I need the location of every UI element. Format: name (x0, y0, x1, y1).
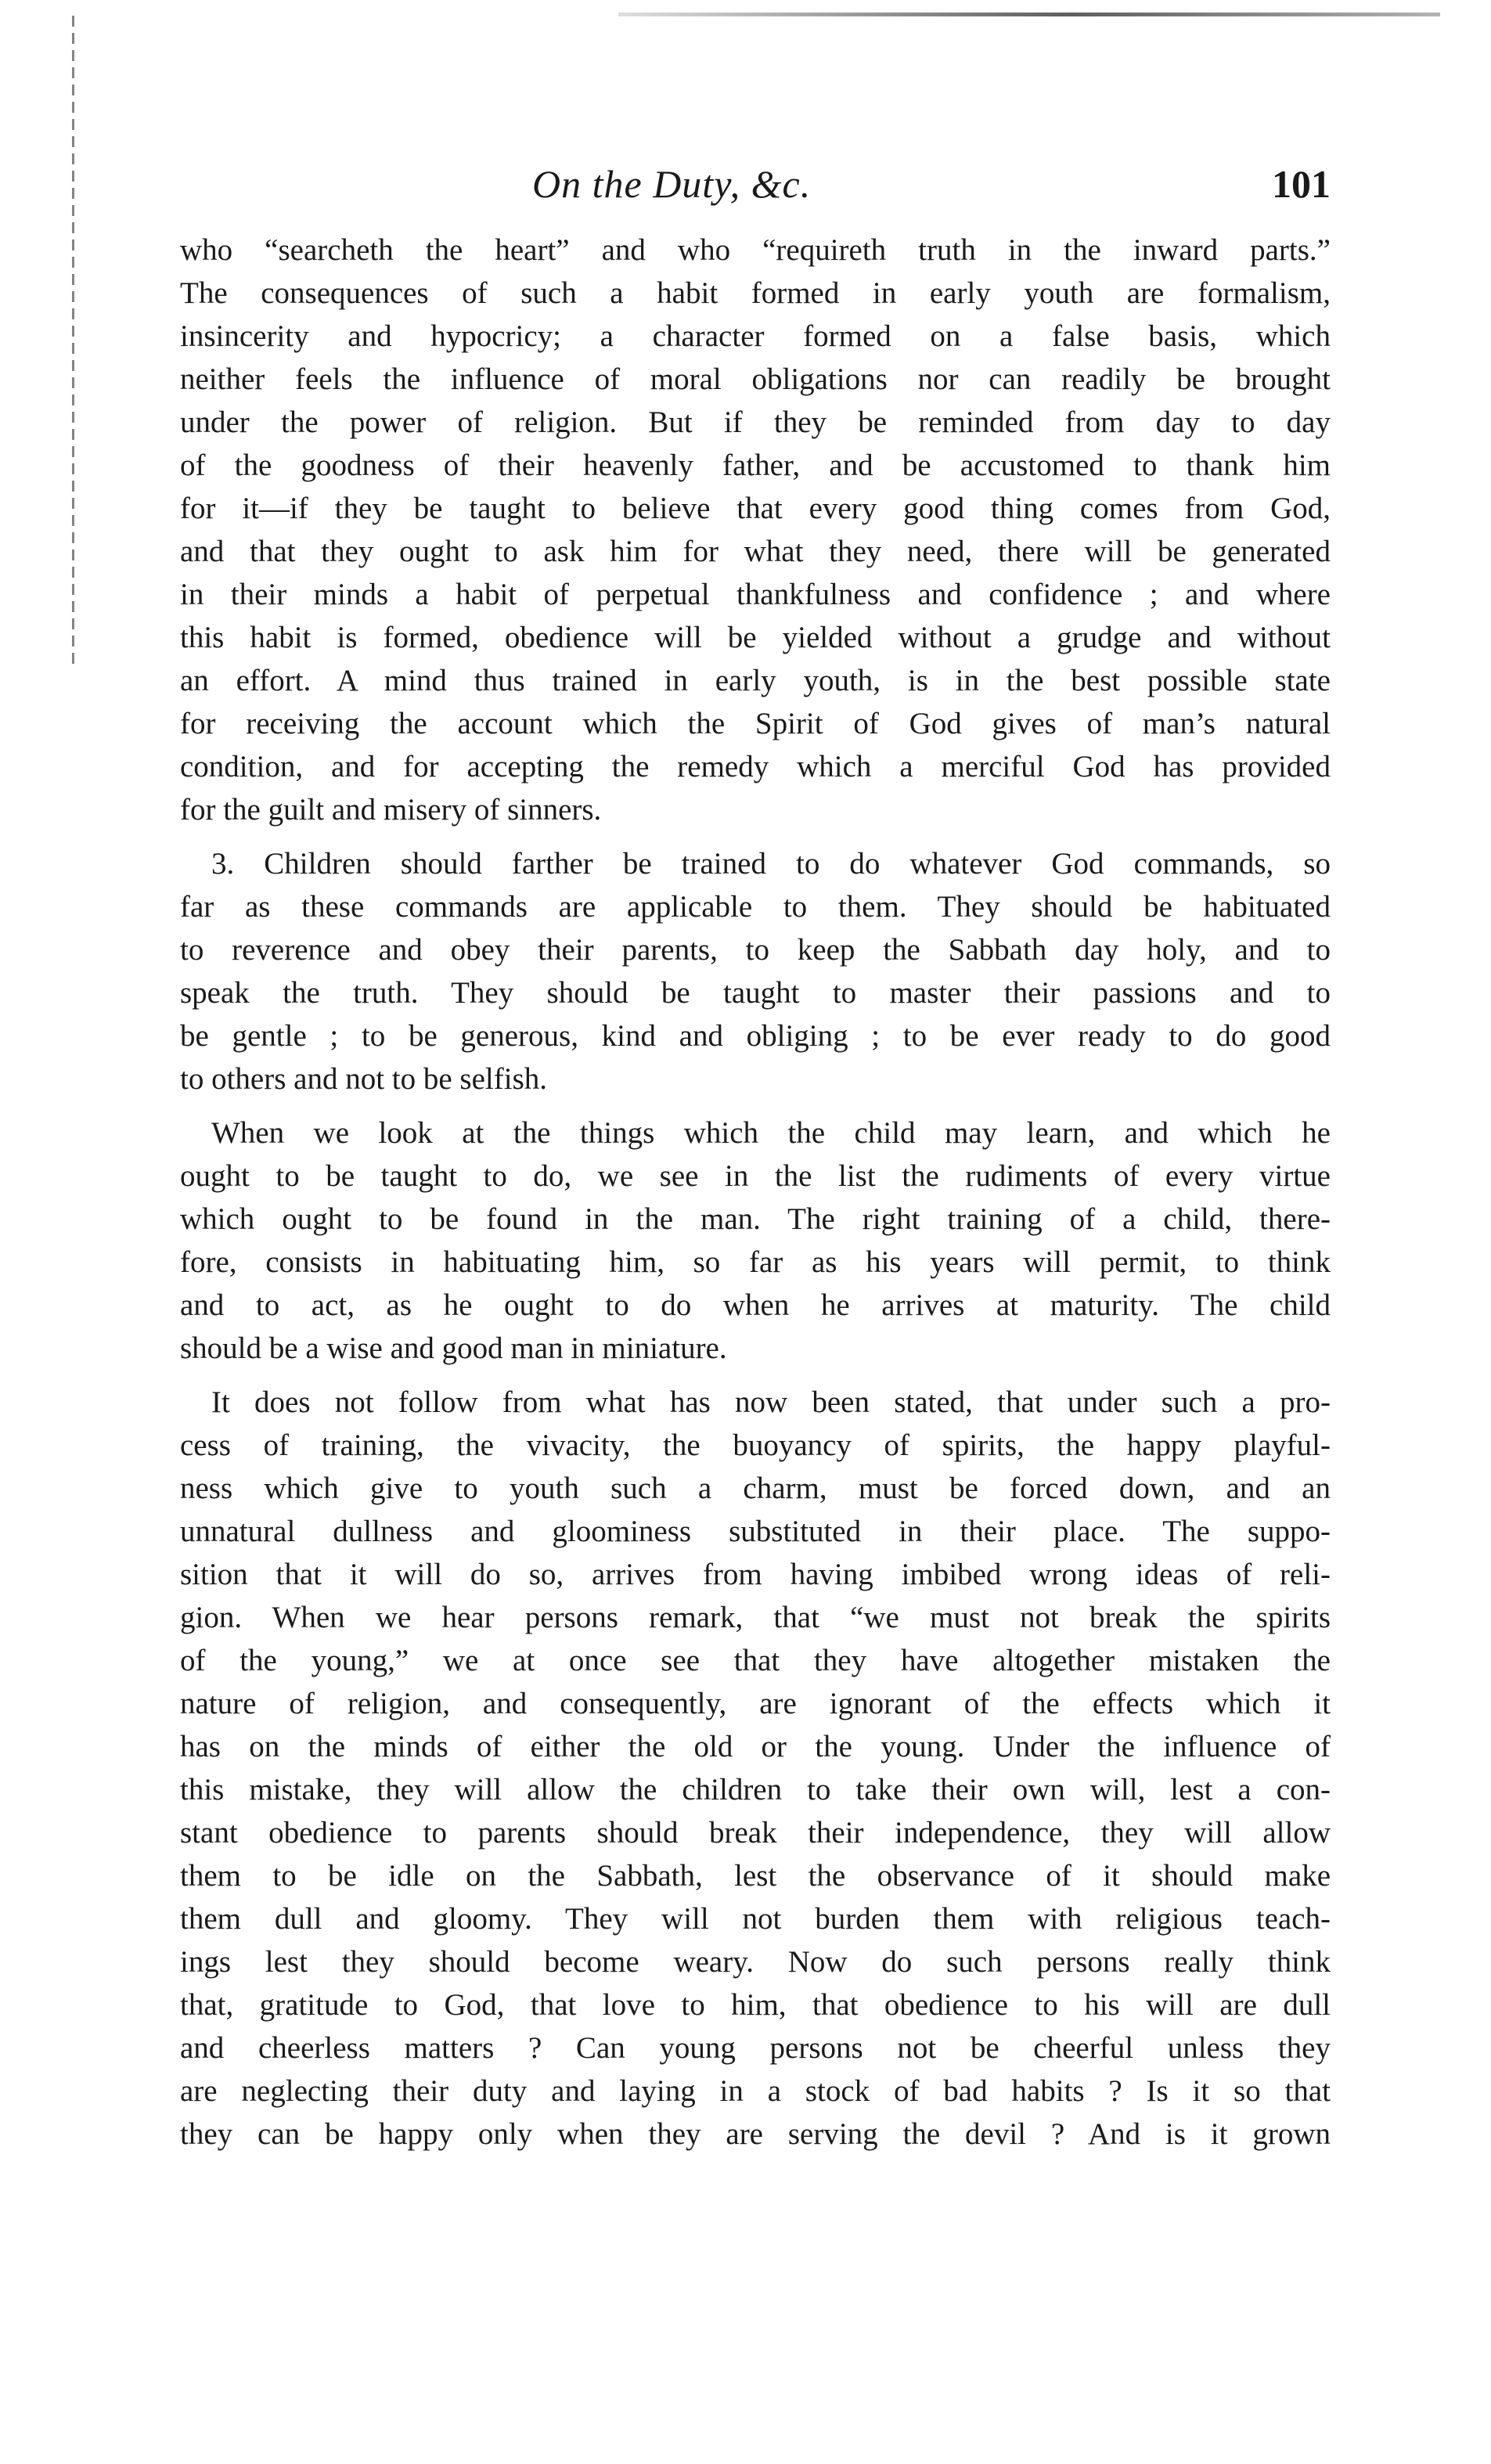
text-line: should be a wise and good man in miniature. (180, 1331, 727, 1365)
text-line: and cheerless matters ? Can young persons not be cheerful unless they (180, 2031, 1331, 2065)
running-title: On the Duty, &c. (532, 162, 812, 206)
text-line: for it—if they be taught to believe that every good thing comes from God, (180, 492, 1331, 525)
text-line: speak the truth. They should be taught to master their passions and to (180, 976, 1331, 1010)
text-line: gion. When we hear persons remark, that “we must not break the spirits (180, 1601, 1331, 1634)
text-line: which ought to be found in the man. The right training of a child, there- (180, 1202, 1331, 1236)
text-line: are neglecting their duty and laying in a stock of bad habits ? Is it so that (180, 2074, 1331, 2108)
text-line: and that they ought to ask him for what they need, there will be generated (180, 535, 1331, 568)
text-line: ought to be taught to do, we see in the list the rudiments of every virtue (180, 1159, 1331, 1193)
text-line: this mistake, they will allow the children to take their own will, lest a con- (180, 1773, 1331, 1807)
text-line: It does not follow from what has now been stated, that under such a pro- (211, 1385, 1331, 1419)
text-line: sition that it will do so, arrives from having imbibed wrong ideas of reli- (180, 1558, 1331, 1591)
text-line: an effort. A mind thus trained in early youth, is in the best possible state (180, 664, 1331, 697)
text-line: fore, consists in habituating him, so far as his years will permit, to think (180, 1245, 1331, 1279)
page-body (180, 229, 1331, 2156)
paragraph-continuation (180, 229, 1331, 831)
text-line: unnatural dullness and gloominess substituted in their place. The suppo- (180, 1515, 1331, 1548)
text-line: ings lest they should become weary. Now do such persons really think (180, 1945, 1331, 1979)
running-head (180, 161, 1331, 216)
text-line: The consequences of such a habit formed in early youth are formalism, (180, 276, 1331, 310)
text-line: they can be happy only when they are serving the devil ? And is it grown (180, 2117, 1331, 2151)
paragraph (180, 1381, 1331, 2156)
paragraph (180, 1111, 1331, 1370)
page-number: 101 (1272, 162, 1331, 206)
text-line: has on the minds of either the old or the young. Under the influence of (180, 1730, 1331, 1763)
text-line: nature of religion, and consequently, are ignorant of the effects which it (180, 1687, 1331, 1720)
top-edge-rule (618, 13, 1440, 16)
text-line: be gentle ; to be generous, kind and obliging ; to be ever ready to do good (180, 1019, 1331, 1053)
text-line: cess of training, the vivacity, the buoyancy of spirits, the happy playful- (180, 1428, 1331, 1462)
text-line: for receiving the account which the Spirit of God gives of man’s natural (180, 707, 1331, 740)
text-line: stant obedience to parents should break their independence, they will allow (180, 1816, 1331, 1850)
text-line: far as these commands are applicable to them. They should be habituated (180, 890, 1331, 924)
text-line: 3. Children should farther be trained to do whatever God commands, so (211, 847, 1331, 881)
paragraph-numbered-3 (180, 842, 1331, 1101)
text-line: them to be idle on the Sabbath, lest the observance of it should make (180, 1859, 1331, 1893)
text-line: condition, and for accepting the remedy which a merciful God has provided (180, 750, 1331, 784)
text-line: neither feels the influence of moral obligations nor can readily be brought (180, 362, 1331, 396)
text-line: of the young,” we at once see that they have altogether mistaken the (180, 1644, 1331, 1677)
text-line: that, gratitude to God, that love to him, that obedience to his will are dull (180, 1988, 1331, 2022)
text-line: in their minds a habit of perpetual thankfulness and confidence ; and where (180, 578, 1331, 611)
text-line: to reverence and obey their parents, to keep the Sabbath day holy, and to (180, 933, 1331, 967)
text-line: this habit is formed, obedience will be yielded without a grudge and without (180, 621, 1331, 654)
text-line: insincerity and hypocricy; a character formed on a false basis, which (180, 319, 1331, 353)
binding-gutter-mark (72, 16, 74, 665)
text-line: When we look at the things which the child may learn, and which he (211, 1116, 1331, 1150)
text-line: of the goodness of their heavenly father, and be accustomed to thank him (180, 448, 1331, 482)
text-line: to others and not to be selfish. (180, 1062, 548, 1096)
text-line: them dull and gloomy. They will not burden them with religious teach- (180, 1902, 1331, 1936)
text-line: ness which give to youth such a charm, must be forced down, and an (180, 1472, 1331, 1505)
text-line: who “searcheth the heart” and who “requireth truth in the inward parts.” (180, 233, 1331, 267)
text-line: under the power of religion. But if they be reminded from day to day (180, 405, 1331, 439)
text-line: for the guilt and misery of sinners. (180, 793, 602, 827)
text-line: and to act, as he ought to do when he arrives at maturity. The child (180, 1288, 1331, 1322)
